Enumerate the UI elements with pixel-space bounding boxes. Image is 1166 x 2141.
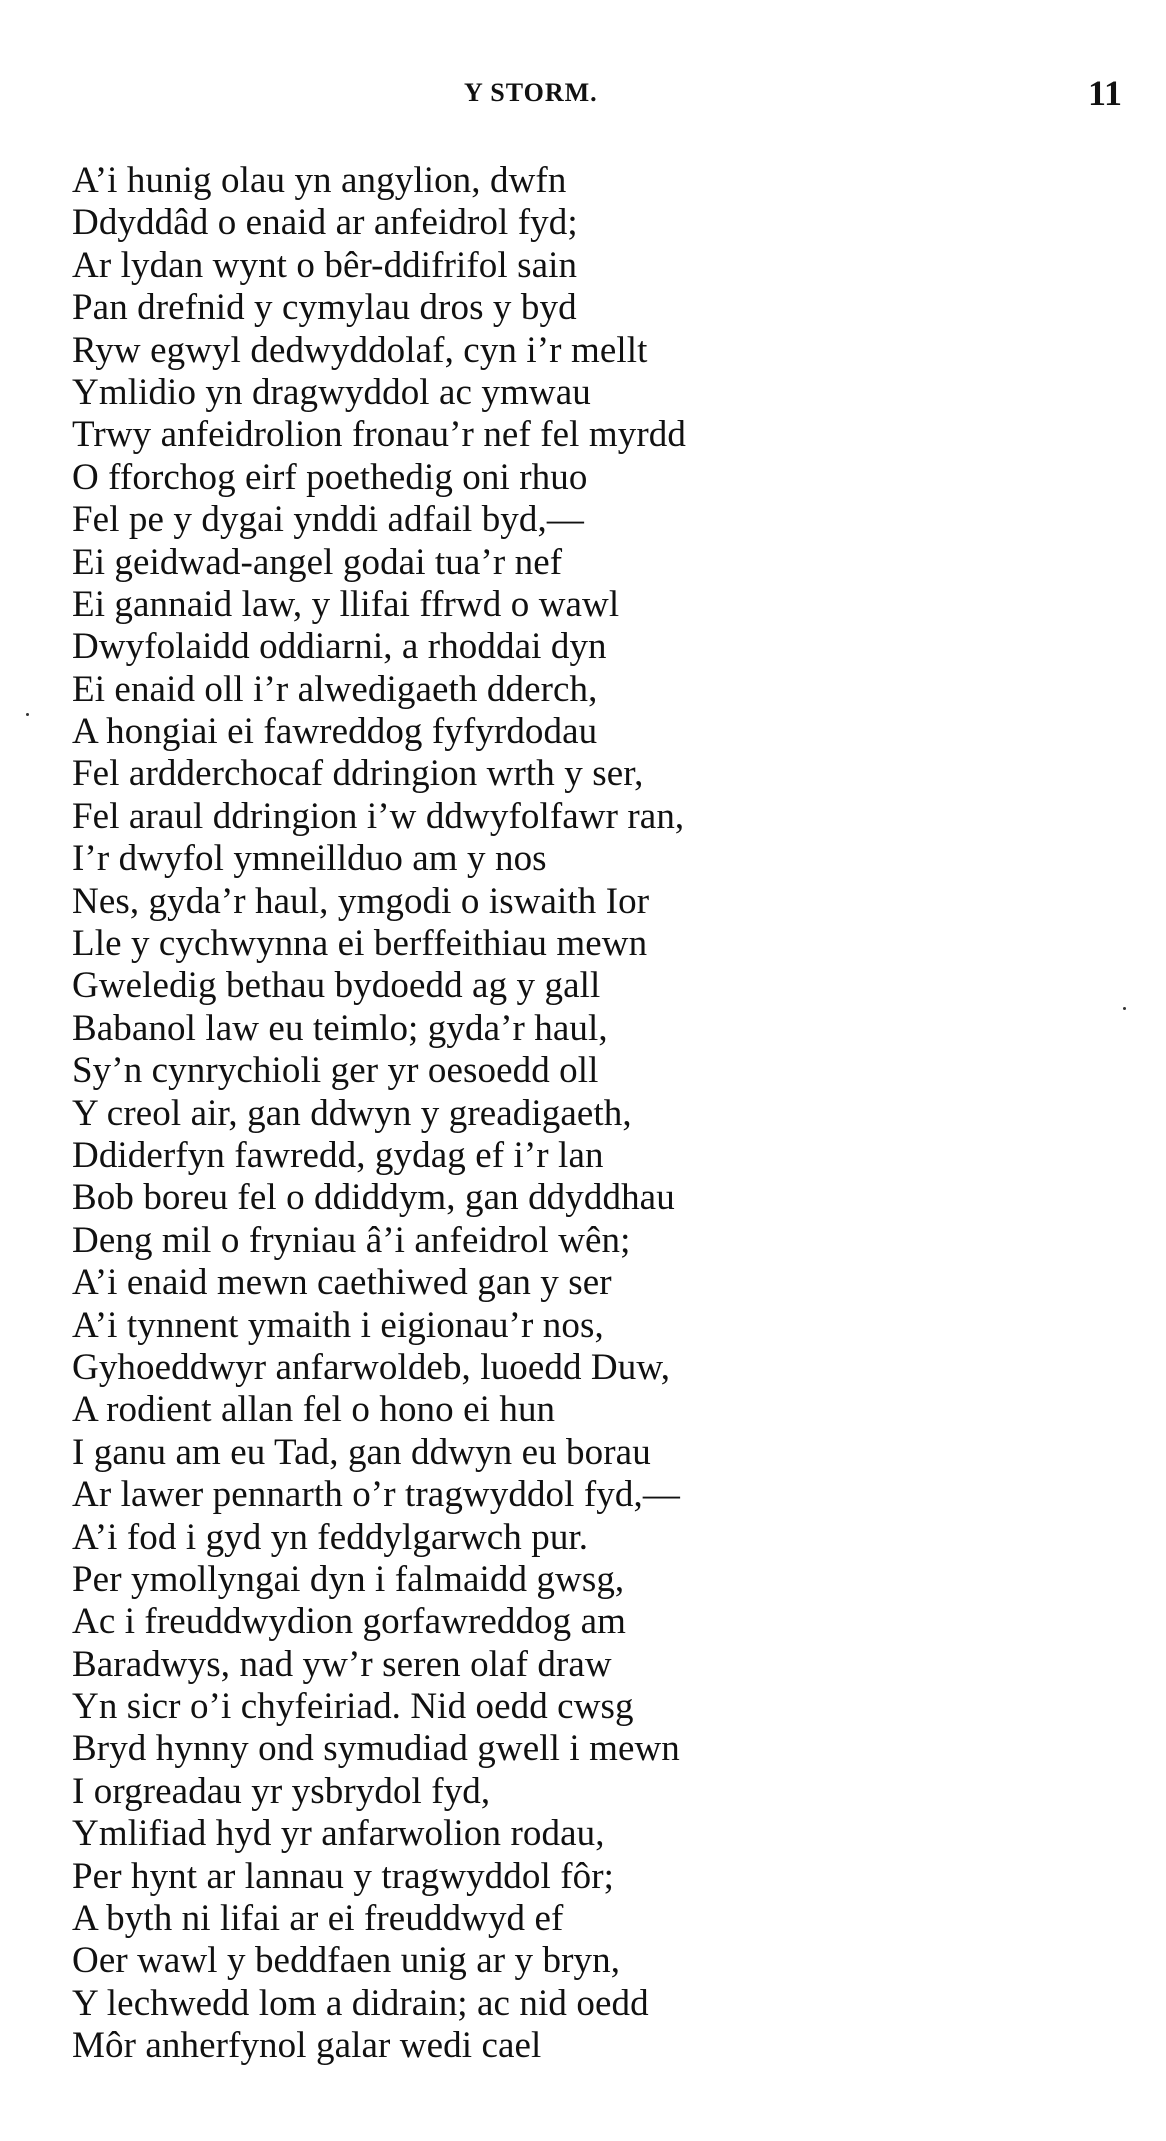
poem-line: Fel araul ddringion i’w ddwyfolfawr ran, xyxy=(72,795,685,837)
poem-line: Ddyddâd o enaid ar anfeidrol fyd; xyxy=(72,202,578,244)
poem-line: Ddiderfyn fawredd, gydag ef i’r lan xyxy=(72,1134,604,1176)
poem-line: Baradwys, nad yw’r seren olaf draw xyxy=(72,1643,612,1685)
page-number: 11 xyxy=(1088,73,1123,113)
poem-line: Ei gannaid law, y llifai ffrwd o wawl xyxy=(72,583,620,625)
poem-line: Gweledig bethau bydoedd ag y gall xyxy=(72,965,601,1007)
poem-line: Fel ardderchocaf ddringion wrth y ser, xyxy=(72,753,644,795)
print-speck xyxy=(1123,1007,1126,1010)
poem-line: A’i fod i gyd yn feddylgarwch pur. xyxy=(72,1516,589,1558)
poem-line: A rodient allan fel o hono ei hun xyxy=(72,1389,556,1431)
poem-line: Per ymollyngai dyn i falmaidd gwsg, xyxy=(72,1558,625,1600)
poem-line: A’i enaid mewn caethiwed gan y ser xyxy=(72,1262,612,1304)
poem-line: A hongiai ei fawreddog fyfyrdodau xyxy=(72,711,598,753)
poem-line: Fel pe y dygai ynddi adfail byd,— xyxy=(72,499,584,541)
poem-line: Pan drefnid y cymylau dros y byd xyxy=(72,287,577,329)
poem-line: Bob boreu fel o ddiddym, gan ddyddhau xyxy=(72,1177,675,1219)
poem-line: Dwyfolaidd oddiarni, a rhoddai dyn xyxy=(72,626,607,668)
print-speck xyxy=(26,713,29,716)
poem-line: Yn sicr o’i chyfeiriad. Nid oedd cwsg xyxy=(72,1686,634,1728)
poem-line: I ganu am eu Tad, gan ddwyn eu borau xyxy=(72,1431,651,1473)
poem-text xyxy=(72,160,1112,2068)
poem-line: Babanol law eu teimlo; gyda’r haul, xyxy=(72,1007,608,1049)
poem-line: Môr anherfynol galar wedi cael xyxy=(72,2025,542,2067)
poem-line: Ac i freuddwydion gorfawreddog am xyxy=(72,1601,627,1643)
poem-line: Bryd hynny ond symudiad gwell i mewn xyxy=(72,1728,680,1770)
poem-line: Ar lydan wynt o bêr-ddifrifol sain xyxy=(72,244,578,286)
poem-line: A byth ni lifai ar ei freuddwyd ef xyxy=(72,1898,564,1940)
poem-line: Ryw egwyl dedwyddolaf, cyn i’r mellt xyxy=(72,329,648,371)
poem-line: Oer wawl y beddfaen unig ar y bryn, xyxy=(72,1940,621,1982)
poem-line: Deng mil o fryniau â’i anfeidrol wên; xyxy=(72,1219,631,1261)
poem-line: Gyhoeddwyr anfarwoldeb, luoedd Duw, xyxy=(72,1346,671,1388)
running-title: Y STORM. xyxy=(464,78,598,107)
poem-line: O fforchog eirf poethedig oni rhuo xyxy=(72,456,588,498)
running-head xyxy=(0,73,1166,118)
poem-line: Y lechwedd lom a didrain; ac nid oedd xyxy=(72,1982,649,2024)
poem-line: Ei enaid oll i’r alwedigaeth dderch, xyxy=(72,668,598,710)
poem-line: Nes, gyda’r haul, ymgodi o iswaith Ior xyxy=(72,880,650,922)
poem-line: Trwy anfeidrolion fronau’r nef fel myrdd xyxy=(72,414,686,456)
poem-line: Per hynt ar lannau y tragwyddol fôr; xyxy=(72,1855,615,1897)
poem-line: Ar lawer pennarth o’r tragwyddol fyd,— xyxy=(72,1474,680,1516)
poem-line: Lle y cychwynna ei berffeithiau mewn xyxy=(72,923,648,965)
poem-line: Sy’n cynrychioli ger yr oesoedd oll xyxy=(72,1050,599,1092)
poem-line: A’i hunig olau yn angylion, dwfn xyxy=(72,160,567,201)
poem-line: Ymlidio yn dragwyddol ac ymwau xyxy=(72,371,591,413)
poem-line: I orgreadau yr ysbrydol fyd, xyxy=(72,1770,491,1812)
poem-line: Y creol air, gan ddwyn y greadigaeth, xyxy=(72,1092,632,1134)
poem-line: Ei geidwad-angel godai tua’r nef xyxy=(72,541,563,583)
poem-line: A’i tynnent ymaith i eigionau’r nos, xyxy=(72,1304,604,1346)
poem-line: I’r dwyfol ymneillduo am y nos xyxy=(72,838,547,880)
poem-line: Ymlifiad hyd yr anfarwolion rodau, xyxy=(72,1813,605,1855)
